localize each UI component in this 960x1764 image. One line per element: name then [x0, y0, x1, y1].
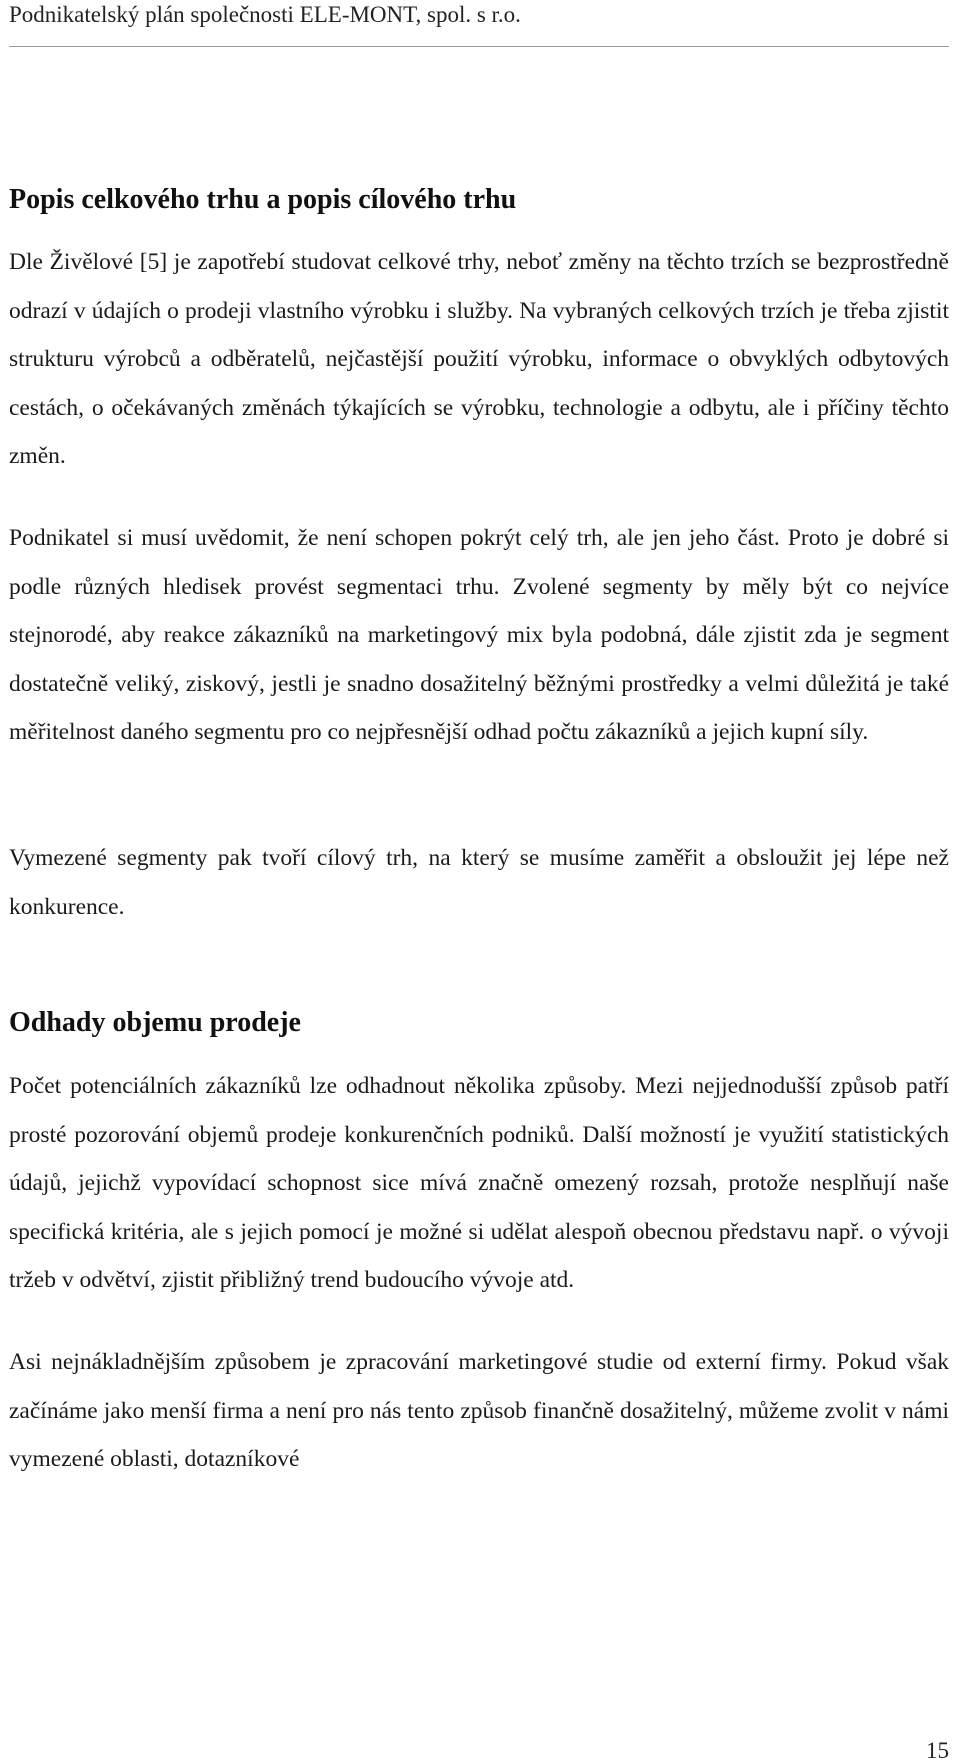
paragraph-sales-2: Asi nejnákladnějším způsobem je zpracování marketingové studie od externí firmy. Pokud však začínáme jako menší firma a není pro nás tento způsob finančně dosažitelný, můžeme zvolit v námi vymezené oblasti, dotazníkové [9, 1349, 949, 1473]
page-number: 15 [926, 1738, 949, 1763]
paragraph-market-1: Dle Živělové [5] je zapotřebí studovat celkové trhy, neboť změny na těchto trzích se bezprostředně odrazí v údajích o prodeji vlastního výrobku i služby. Na vybraných celkových trzích je třeba zjistit strukturu výrobců a odběratelů, nejčastější použití výrobku, informace o obvyklých odbytových cestách, o očekávaných změnách týkajících se výrobku, technologie a odbytu, ale i příčiny těchto změn. [9, 249, 949, 470]
section-heading-sales-volume: Odhady objemu prodeje [9, 1007, 301, 1038]
running-header: Podnikatelský plán společnosti ELE-MONT, spol. s r.o. [9, 2, 521, 27]
section-heading-market-description: Popis celkového trhu a popis cílového trhu [9, 184, 517, 215]
paragraph-market-2: Podnikatel si musí uvědomit, že není schopen pokrýt celý trh, ale jen jeho část. Proto je dobré si podle různých hledisek provést segmentaci trhu. Zvolené segmenty by měly být co nejvíce stejnorodé, aby reakce zákazníků na marketingový mix byla podobná, dále zjistit zda je segment dostatečně veliký, ziskový, jestli je snadno dosažitelný běžnými prostředky a velmi důležitá je také měřitelnost daného segmentu pro co nejpřesnější odhad počtu zákazníků a jejich kupní síly. [9, 525, 949, 746]
header-divider [9, 46, 949, 47]
paragraph-sales-1: Počet potenciálních zákazníků lze odhadnout několika způsoby. Mezi nejjednodušší způsob patří prosté pozorování objemů prodeje konkurenčních podniků. Další možností je využití statistických údajů, jejichž vypovídací schopnost sice mívá značně omezený rozsah, protože nesplňují naše specifická kritéria, ale s jejich pomocí je možné si udělat alespoň obecnou představu např. o vývoji tržeb v odvětví, zjistit přibližný trend budoucího vývoje atd. [9, 1073, 949, 1294]
paragraph-market-3: Vymezené segmenty pak tvoří cílový trh, na který se musíme zaměřit a obsloužit jej lépe než konkurence. [9, 845, 949, 920]
